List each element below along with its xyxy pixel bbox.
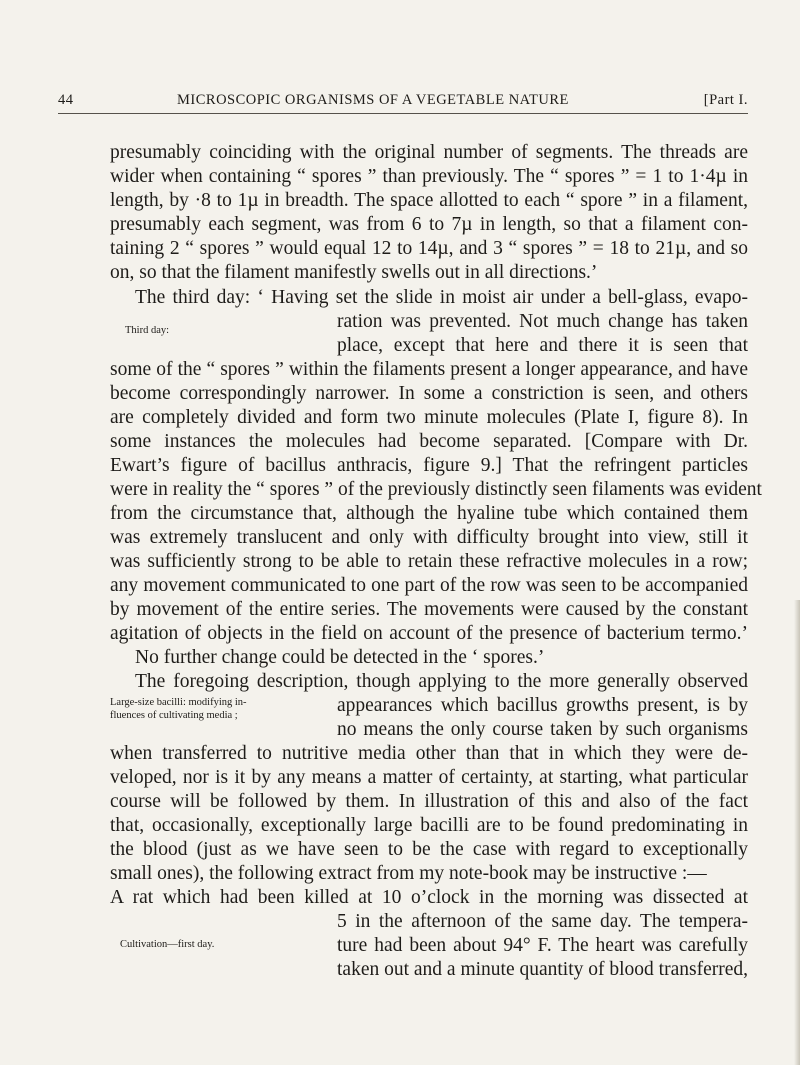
- body-line: presumably each segment, was from 6 to 7µ in length, so that a filament con-: [110, 214, 748, 235]
- body-line: No further change could be detected in the ‘ spores.’: [135, 647, 545, 668]
- body-line: wider when containing “ spores ” than previously. The “ spores ” = 1 to 1·4µ in: [110, 166, 748, 187]
- running-title: MICROSCOPIC ORGANISMS OF A VEGETABLE NATURE: [177, 92, 569, 108]
- body-line: A rat which had been killed at 10 o’clock in the morning was dissected at: [110, 887, 748, 908]
- body-line: on, so that the filament manifestly swells out in all directions.’: [110, 262, 598, 283]
- sidenote-large-bacilli-cont: fluences of cultivating media ;: [110, 710, 238, 721]
- body-line: length, by ·8 to 1µ in breadth. The space allotted to each “ spore ” in a filament,: [110, 190, 748, 211]
- body-line: become correspondingly narrower. In some a constriction is seen, and others: [110, 383, 748, 404]
- body-line: taken out and a minute quantity of blood transferred,: [337, 959, 749, 980]
- body-line: ture had been about 94° F. The heart was carefully: [337, 935, 748, 956]
- body-line: Ewart’s figure of bacillus anthracis, figure 9.] That the refringent particles: [110, 455, 748, 476]
- body-line: taining 2 “ spores ” would equal 12 to 14µ, and 3 “ spores ” = 18 to 21µ, and so: [110, 238, 748, 259]
- body-line: some instances the molecules had become separated. [Compare with Dr.: [110, 431, 748, 452]
- body-line: veloped, nor is it by any means a matter of certainty, at starting, what particular: [110, 767, 748, 788]
- body-line: place, except that here and there it is seen that: [337, 335, 748, 356]
- page-number: 44: [58, 92, 74, 108]
- page-edge-shadow: [794, 600, 800, 1065]
- body-line: agitation of objects in the field on account of the presence of bacterium termo.’: [110, 623, 748, 644]
- body-line: presumably coinciding with the original number of segments. The threads are: [110, 142, 748, 163]
- body-line: some of the “ spores ” within the filaments present a longer appearance, and have: [110, 359, 748, 380]
- body-line: when transferred to nutritive media other than that in which they were de-: [110, 743, 748, 764]
- body-line: 5 in the afternoon of the same day. The tempera-: [337, 911, 748, 932]
- body-line: ration was prevented. Not much change has taken: [337, 311, 748, 332]
- body-line: small ones), the following extract from my note-book may be instructive :—: [110, 863, 707, 884]
- body-line: The third day: ‘ Having set the slide in moist air under a bell-glass, evapo-: [135, 287, 748, 308]
- sidenote-third-day: Third day:: [125, 325, 170, 336]
- body-line: that, occasionally, exceptionally large bacilli are to be found predominating in: [110, 815, 748, 836]
- body-line: The foregoing description, though applying to the more generally observed: [135, 671, 748, 692]
- body-line: course will be followed by them. In illustration of this and also of the fact: [110, 791, 748, 812]
- sidenote-cultivation: Cultivation—first day.: [120, 939, 215, 950]
- body-line: the blood (just as we have seen to be the case with regard to exceptionally: [110, 839, 748, 860]
- body-line: by movement of the entire series. The movements were caused by the constant: [110, 599, 748, 620]
- body-line: appearances which bacillus growths present, is by: [337, 695, 748, 716]
- body-line: are completely divided and form two minute molecules (Plate I, figure 8). In: [110, 407, 748, 428]
- part-label: [Part I.: [703, 92, 748, 108]
- header-rule: [58, 113, 748, 114]
- sidenote-large-bacilli: Large-size bacilli: modifying in-: [110, 697, 247, 708]
- body-line: was sufficiently strong to be able to retain these refractive molecules in a row;: [110, 551, 748, 572]
- body-line: from the circumstance that, although the hyaline tube which contained them: [110, 503, 748, 524]
- body-line: no means the only course taken by such organisms: [337, 719, 748, 740]
- body-line: were in reality the “ spores ” of the previously distinctly seen filaments was evident: [110, 479, 762, 500]
- body-line: any movement communicated to one part of the row was seen to be accompanied: [110, 575, 748, 596]
- body-line: was extremely translucent and only with difficulty brought into view, still it: [110, 527, 748, 548]
